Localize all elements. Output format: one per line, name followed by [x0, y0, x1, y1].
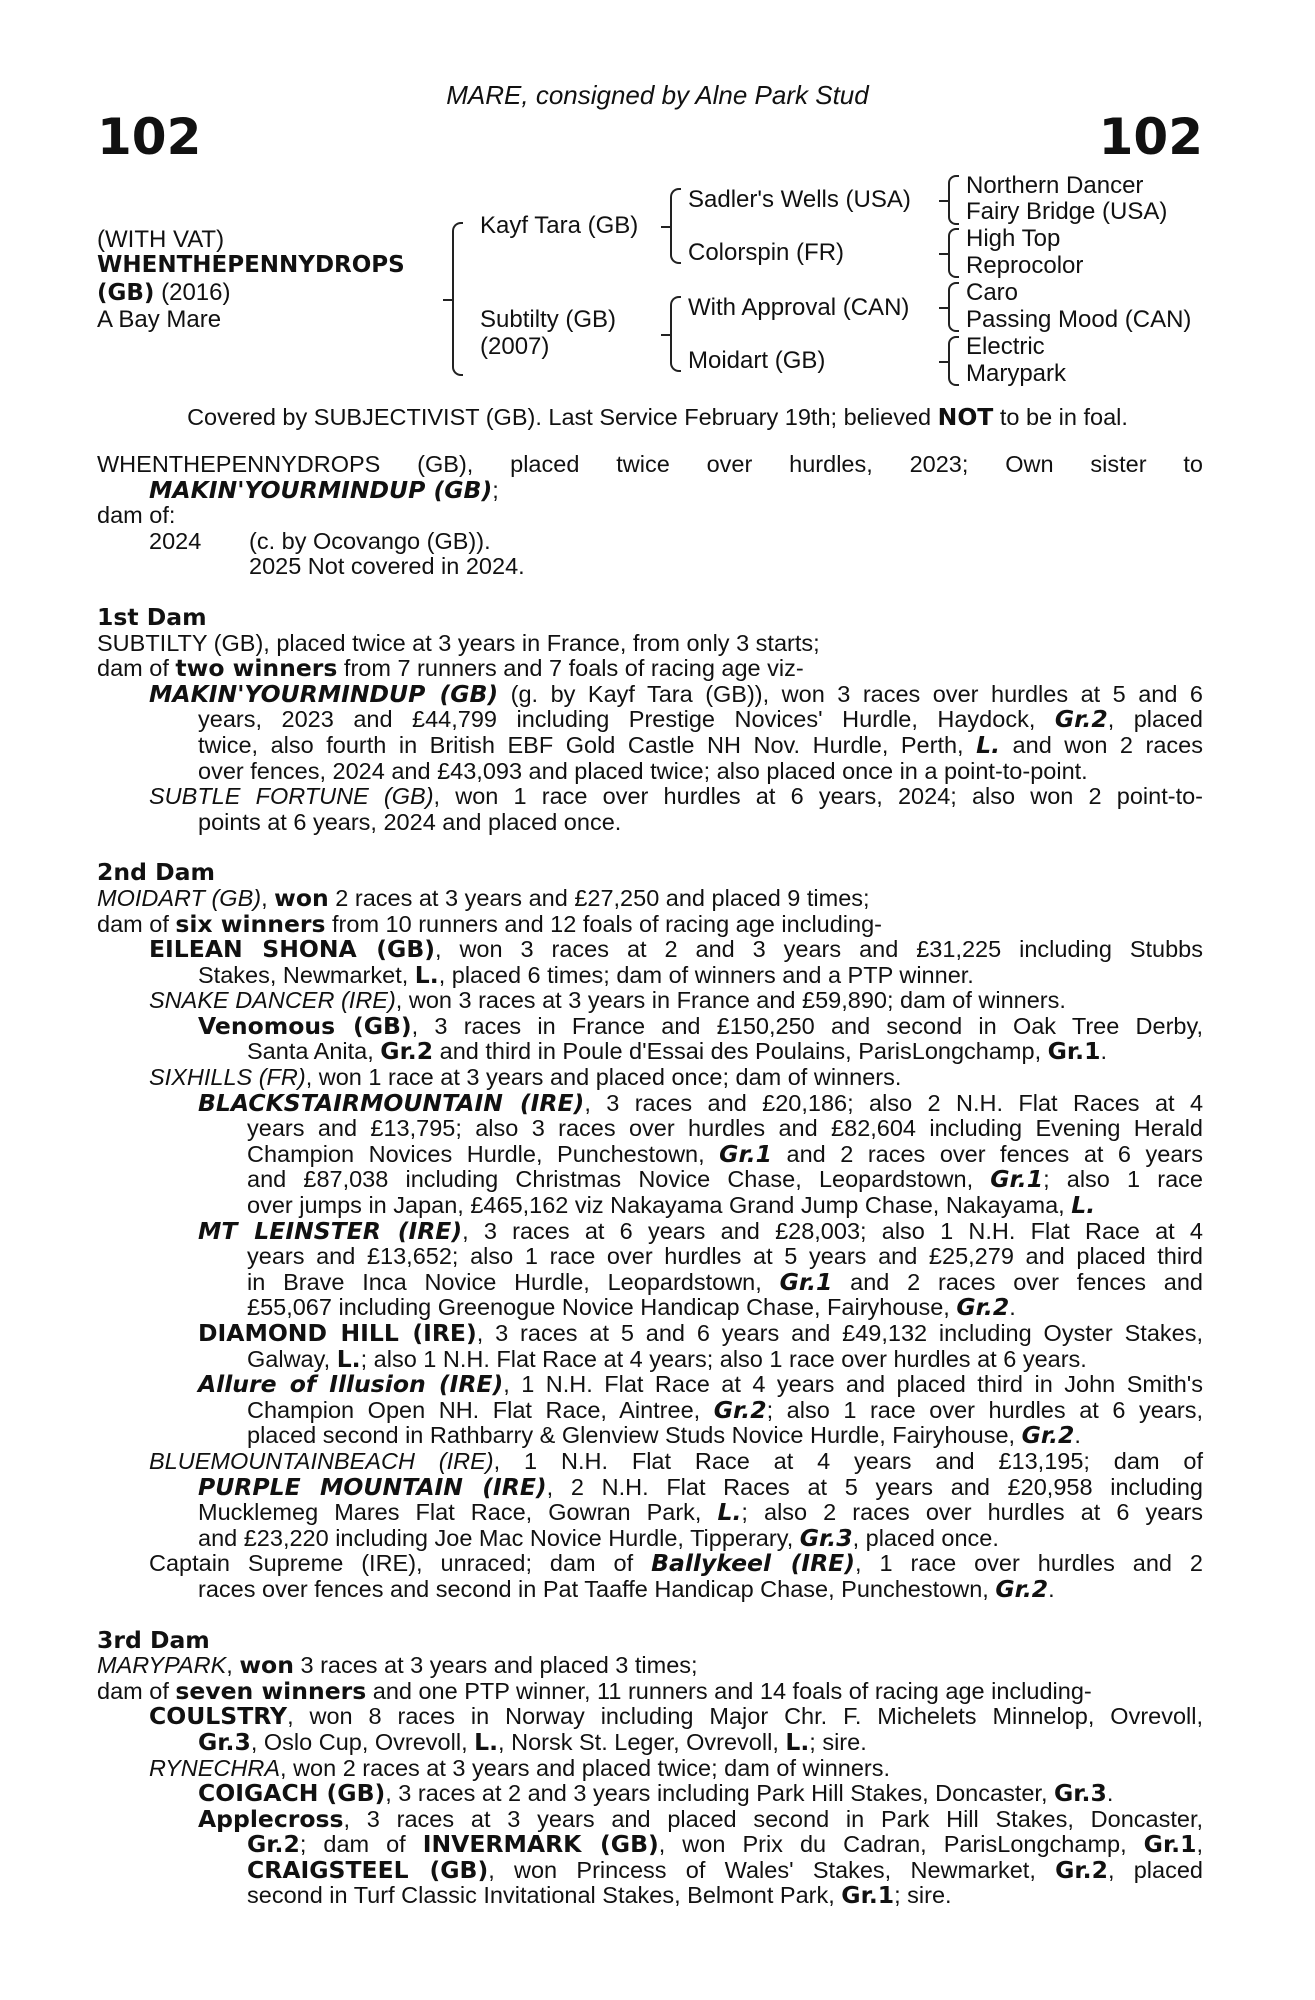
sire-sire: Sadler's Wells (USA) [688, 186, 911, 213]
text-run: ; sire. [894, 1882, 952, 1909]
text-run: Gr.1 [779, 1267, 833, 1296]
text-run: BLUEMOUNTAINBEACH (IRE) [149, 1447, 494, 1474]
progeny-line [97, 1193, 1203, 1219]
pedigree-brace [670, 188, 681, 264]
text-run: , 1 race over hurdles and 2 [854, 1550, 1203, 1577]
text-run: , won 1 race over hurdles at 6 years, 2024; also won 2 point-to- [433, 783, 1203, 810]
progeny-line [97, 784, 1203, 810]
progeny-line [97, 1321, 1203, 1347]
text-run: and £87,038 including Christmas Novice Chase, Leopardstown, [247, 1166, 991, 1193]
text-run: Ballykeel (IRE) [651, 1549, 855, 1578]
text-run: Mucklemeg Mares Flat Race, Gowran Park, [198, 1499, 718, 1526]
first-dam-line [97, 656, 1203, 682]
lot-number-right: 102 [1098, 108, 1203, 166]
third-dam-heading: 3rd Dam [97, 1625, 210, 1654]
text-run: Gr.2 [247, 1830, 300, 1859]
text-run: , placed [1107, 1856, 1203, 1883]
text-run: (c. by Ocovango (GB)). [249, 527, 491, 554]
text-run: dam of [97, 655, 176, 682]
ss-sire: Northern Dancer [966, 172, 1144, 199]
progeny-line [97, 1344, 1203, 1373]
text-run: Galway, [247, 1345, 337, 1372]
pedigree-brace [948, 175, 959, 225]
ds-dam: Passing Mood (CAN) [966, 306, 1192, 333]
lot-number-left: 102 [97, 108, 202, 166]
text-run: , placed 6 times; dam of winners and a PTP winner. [438, 961, 974, 988]
third-dam-line [97, 1676, 1203, 1705]
text-run: two winners [175, 654, 338, 683]
text-run: 2024 [149, 527, 202, 554]
text-run: , Norsk St. Leger, Ovrevoll, [498, 1728, 786, 1755]
progeny-line [97, 1267, 1203, 1296]
ss-dam: Fairy Bridge (USA) [966, 198, 1168, 225]
progeny-line [97, 1395, 1203, 1424]
text-run: 2 races at 3 years and £27,250 and placed 9 times; [328, 884, 870, 911]
text-run: , 3 races and £20,186; also 2 N.H. Flat Races at 4 [584, 1089, 1204, 1116]
text-run: . [1100, 1038, 1107, 1065]
text-run: won [239, 1651, 294, 1680]
horse-year: (2016) [161, 279, 231, 306]
text-run: ; also 2 races over hurdles at 6 years [741, 1499, 1203, 1526]
text-run: seven winners [175, 1676, 367, 1705]
progeny-line [97, 1039, 1203, 1065]
text-run: £55,067 including Greenogue Novice Handicap Chase, Fairyhouse, [247, 1294, 957, 1321]
text-run: MARYPARK [97, 1652, 227, 1679]
text-run: Gr.1 [990, 1165, 1044, 1194]
progeny-line [97, 1883, 1203, 1909]
text-run: Gr.3 [799, 1523, 853, 1552]
horse-name: WHENTHEPENNYDROPS [97, 252, 405, 278]
text-run: Applecross [198, 1804, 344, 1833]
text-run: Gr.1 [719, 1139, 772, 1168]
consignment-line: MARE, consigned by Alne Park Stud [446, 80, 869, 110]
text-run: Gr.3 [198, 1727, 251, 1756]
text-run: years, 2023 and £44,799 including Prestige Novices' Hurdle, Haydock, [198, 706, 1055, 733]
text-run: Allure of Illusion (IRE) [198, 1370, 504, 1399]
text-run: EILEAN SHONA (GB) [149, 935, 435, 964]
progeny-line [97, 1523, 1203, 1552]
text-run: , 3 races at 3 years and placed second in Park Hill Stakes, Doncaster, [343, 1805, 1203, 1832]
text-run: Gr.1 [841, 1881, 895, 1910]
text-run: INVERMARK (GB) [422, 1830, 659, 1859]
first-dam-line: SUBTILTY (GB), placed twice at 3 years in France, from only 3 starts; [97, 629, 820, 656]
first-dam-heading: 1st Dam [97, 602, 207, 631]
text-run: SNAKE DANCER (IRE) [149, 987, 396, 1014]
text-run: , 3 races at 2 and 3 years including Park Hill Stakes, Doncaster, [385, 1780, 1055, 1807]
text-run: MAKIN'YOURMINDUP (GB) [149, 679, 499, 708]
progeny-line: over fences, 2024 and £43,093 and placed twice; also placed once in a point-to-point. [198, 757, 1088, 784]
second-dam-line [97, 883, 1203, 912]
text-run: Santa Anita, [247, 1038, 381, 1065]
dam-dam: Moidart (GB) [688, 347, 826, 374]
text-run: from 10 runners and 12 foals of racing age including- [325, 910, 882, 937]
third-dam-line [97, 1653, 1203, 1679]
text-run: , 1 N.H. Flat Race at 4 years and £13,195; dam of [493, 1447, 1203, 1474]
pedigree-brace [948, 228, 959, 278]
progeny-line [97, 1167, 1203, 1193]
text-run: six winners [175, 909, 326, 938]
text-run: twice, also fourth in British EBF Gold Castle NH Nov. Hurdle, Perth, [198, 731, 977, 758]
progeny-line [97, 1216, 1203, 1245]
text-run: , placed [1107, 706, 1203, 733]
text-run: ; [492, 476, 499, 503]
text-run: , won 1 race at 3 years and placed once; dam of winners. [305, 1064, 902, 1091]
text-run: Gr.2 [1021, 1421, 1075, 1450]
progeny-line: years and £13,795; also 3 races over hurdles and £82,604 including Evening Herald [247, 1115, 1203, 1142]
text-run: L. [1071, 1191, 1096, 1220]
text-run: , 2 N.H. Flat Races at 5 years and £20,958 including [546, 1473, 1203, 1500]
text-run: and third in Poule d'Essai des Poulains, ParisLongchamp, [433, 1038, 1048, 1065]
second-dam-heading: 2nd Dam [97, 858, 215, 887]
progeny-line [97, 1449, 1203, 1475]
text-run: , won Prix du Cadran, ParisLongchamp, [658, 1831, 1144, 1858]
text-run: SUBTLE FORTUNE (GB) [149, 783, 434, 810]
text-run: , [261, 884, 275, 911]
text-run: . [1074, 1422, 1081, 1449]
text-run: , won 2 races at 3 years and placed twice; dam of winners. [280, 1754, 891, 1781]
text-run: in Brave Inca Novice Hurdle, Leopardstown, [247, 1268, 780, 1295]
text-run: Gr.2 [1055, 1855, 1108, 1884]
text-run: , placed once. [852, 1524, 999, 1551]
text-run: RYNECHRA [149, 1754, 281, 1781]
sire-dam: Colorspin (FR) [688, 239, 845, 266]
text-run: . [1048, 1575, 1055, 1602]
catalogue-body [97, 452, 1203, 1909]
progeny-line [97, 988, 1203, 1014]
text-run: to be in foal. [993, 404, 1128, 430]
text-run: CRAIGSTEEL (GB) [247, 1855, 489, 1884]
text-run: ; also 1 race [1043, 1166, 1203, 1193]
text-run: Venomous (GB) [198, 1011, 412, 1040]
progeny-line [97, 1295, 1203, 1321]
horse-description: A Bay Mare [97, 306, 222, 333]
text-run: Gr.2 [380, 1037, 434, 1066]
text-run: over jumps in Japan, £465,162 viz Nakayama Grand Jump Chase, Nakayama, [247, 1192, 1072, 1219]
text-run: ; also 1 race over hurdles at 6 years, [766, 1396, 1203, 1423]
text-run: COULSTRY [149, 1702, 288, 1731]
dam-sire: With Approval (CAN) [688, 294, 910, 321]
progeny-line [97, 730, 1203, 759]
progeny-line: years and £13,652; also 1 race over hurdles at 5 years and £25,279 and placed third [247, 1243, 1203, 1270]
foal-line: 2025 Not covered in 2024. [249, 553, 525, 580]
foal-line [97, 529, 1203, 555]
text-run: , won 8 races in Norway including Major Chr. F. Michelets Minnelop, Ovrevoll, [287, 1703, 1203, 1730]
dam-year: (2007) [480, 333, 550, 360]
text-run: L. [785, 1727, 810, 1756]
sd-sire: High Top [966, 225, 1061, 252]
progeny-line [97, 1551, 1203, 1577]
pedigree-brace [670, 296, 681, 372]
sire-name: Kayf Tara (GB) [480, 212, 639, 239]
text-run: won [274, 883, 329, 912]
text-run: Covered by SUBJECTIVIST (GB). Last Service February 19th; believed [187, 404, 938, 430]
text-run: ; sire. [809, 1728, 867, 1755]
progeny-line [97, 1855, 1203, 1884]
text-run: and one PTP winner, 11 runners and 14 foals of racing age including- [366, 1677, 1092, 1704]
text-run: , won 3 races at 2 and 3 years and £31,225 including Stubbs [434, 936, 1203, 963]
text-run: MAKIN'YOURMINDUP (GB) [149, 475, 493, 504]
text-run: . [1009, 1294, 1016, 1321]
progeny-line [97, 1704, 1203, 1730]
progeny-line [97, 1088, 1204, 1117]
vat-note: (WITH VAT) [97, 226, 225, 253]
text-run: Gr.2 [995, 1574, 1049, 1603]
text-run: , [226, 1652, 240, 1679]
text-run: Stakes, Newmarket, [198, 961, 415, 988]
progeny-line [97, 1500, 1203, 1526]
progeny-line [97, 1756, 1203, 1782]
progeny-line [97, 707, 1203, 733]
intro-line [97, 475, 1203, 504]
text-run: L. [474, 1727, 499, 1756]
progeny-line [97, 679, 1203, 708]
text-run: L. [336, 1344, 361, 1373]
pedigree-brace [948, 282, 959, 332]
text-run: Captain Supreme (IRE), unraced; dam of [149, 1550, 652, 1577]
text-run: Gr.2 [1054, 705, 1108, 734]
text-run: , 3 races at 5 and 6 years and £49,132 including Oyster Stakes, [476, 1320, 1203, 1346]
progeny-line [97, 1423, 1203, 1449]
progeny-line [97, 1781, 1203, 1807]
dd-dam: Marypark [966, 360, 1067, 387]
dd-sire: Electric [966, 333, 1045, 360]
text-run: DIAMOND HILL (IRE) [198, 1319, 477, 1347]
text-run: ; dam of [299, 1831, 423, 1858]
progeny-line [97, 960, 1203, 989]
progeny-line [97, 1804, 1203, 1833]
text-run: , 3 races in France and £150,250 and second in Oak Tree Derby, [411, 1012, 1204, 1039]
progeny-line [97, 1065, 1203, 1091]
pedigree-brace [948, 336, 959, 386]
progeny-line [97, 1727, 1203, 1756]
text-run: , [1196, 1831, 1203, 1858]
text-run: NOT [937, 403, 994, 431]
text-run: and won 2 races [1000, 731, 1203, 758]
text-run: MOIDART (GB) [97, 884, 262, 911]
text-run: , Oslo Cup, Ovrevoll, [250, 1728, 475, 1755]
progeny-line [97, 1472, 1203, 1501]
text-run: second in Turf Classic Invitational Stakes, Belmont Park, [247, 1882, 842, 1909]
text-run: Gr.1 [1047, 1037, 1101, 1066]
text-run: Champion Open NH. Flat Race, Aintree, [247, 1396, 714, 1423]
text-run: ; also 1 N.H. Flat Race at 4 years; also 1 race over hurdles at 6 years. [360, 1345, 1087, 1372]
text-run: Gr.2 [956, 1293, 1010, 1322]
pedigree-brace [452, 222, 463, 376]
text-run: PURPLE MOUNTAIN (IRE) [198, 1472, 547, 1501]
text-run: COIGACH (GB) [198, 1779, 386, 1808]
horse-origin-year [97, 279, 230, 307]
text-run: 3 races at 3 years and placed 3 times; [293, 1652, 698, 1679]
text-run: Gr.3 [1054, 1779, 1107, 1808]
progeny-line [97, 1139, 1203, 1168]
text-run: dam of [97, 1677, 176, 1704]
text-run: BLACKSTAIRMOUNTAIN (IRE) [198, 1088, 585, 1117]
progeny-line [97, 1011, 1204, 1040]
text-run: . [1106, 1780, 1114, 1807]
progeny-line: points at 6 years, 2024 and placed once. [198, 808, 622, 835]
intro-line: dam of: [97, 502, 176, 529]
text-run: Gr.2 [713, 1395, 767, 1424]
text-run: Champion Novices Hurdle, Punchestown, [247, 1140, 720, 1167]
text-run: and £23,220 including Joe Mac Novice Hurdle, Tipperary, [198, 1524, 800, 1551]
text-run: Gr.1 [1143, 1830, 1197, 1859]
second-dam-line [97, 909, 1203, 938]
text-run: L. [976, 730, 1001, 759]
text-run: races over fences and second in Pat Taaffe Handicap Chase, Punchestown, [198, 1575, 996, 1602]
text-run: (g. by Kayf Tara (GB)), won 3 races over hurdles at 5 and 6 [498, 680, 1203, 707]
progeny-line [97, 937, 1203, 963]
horse-origin: (GB) [97, 280, 155, 306]
text-run: and 2 races over fences at 6 years [771, 1140, 1203, 1167]
text-run: , won 3 races at 3 years in France and £59,890; dam of winners. [395, 987, 1066, 1014]
sd-dam: Reprocolor [966, 252, 1084, 279]
progeny-line [97, 1832, 1203, 1858]
progeny-line [97, 1574, 1203, 1603]
text-run: , 3 races at 6 years and £28,003; also 1 N.H. Flat Race at 4 [462, 1217, 1203, 1244]
text-run: dam of [97, 910, 176, 937]
text-run: , 1 N.H. Flat Race at 4 years and placed third in John Smith's [503, 1371, 1204, 1398]
covered-line [0, 403, 1315, 431]
text-run: L. [414, 960, 439, 989]
ds-sire: Caro [966, 279, 1019, 306]
text-run: placed second in Rathbarry & Glenview Studs Novice Hurdle, Fairyhouse, [247, 1422, 1022, 1449]
text-run: L. [717, 1498, 742, 1527]
text-run: SIXHILLS (FR) [149, 1064, 306, 1091]
dam-name: Subtilty (GB) [480, 306, 617, 333]
intro-line: WHENTHEPENNYDROPS (GB), placed twice over hurdles, 2023; Own sister to [97, 451, 1203, 477]
text-run: , won Princess of Wales' Stakes, Newmarket, [488, 1856, 1056, 1883]
text-run: and 2 races over fences and [832, 1268, 1203, 1295]
text-run: MT LEINSTER (IRE) [198, 1216, 463, 1245]
progeny-line [97, 1372, 1203, 1398]
text-run: from 7 runners and 7 foals of racing age viz- [337, 655, 804, 682]
